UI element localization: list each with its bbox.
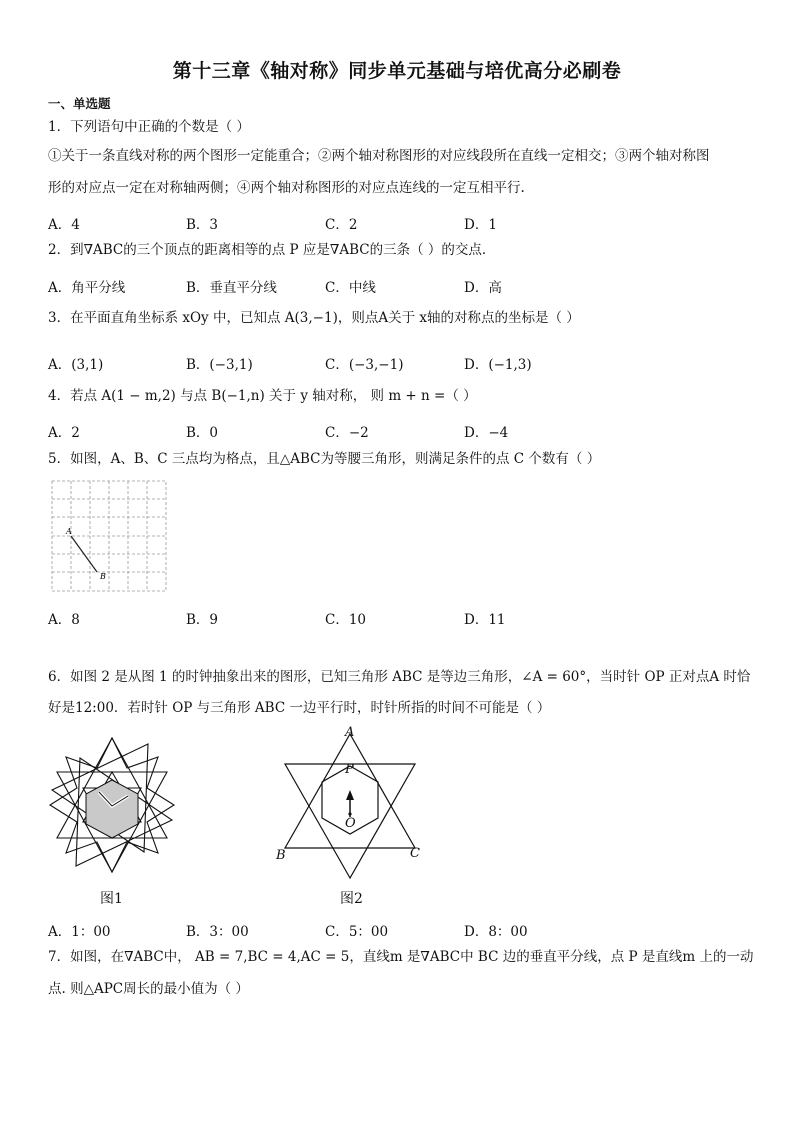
- question-7-stem: 7．如图，在∇ABC中， AB = 7,BC = 4,AC = 5，直线m 是∇ABC中 BC 边的垂直平分线，点 P 是直线m 上的一动: [48, 949, 754, 965]
- q4-option-a: A．2: [48, 425, 80, 441]
- q5-option-d: D．11: [464, 612, 506, 628]
- q3-option-c: C．(−3,−1): [325, 357, 404, 373]
- figure-2-caption: 图2: [340, 891, 363, 907]
- q2-option-a: A．角平分线: [48, 280, 126, 296]
- question-6-stem: 6．如图 2 是从图 1 的时钟抽象出来的图形，已知三角形 ABC 是等边三角形，∠A = 60°，当时针 OP 正对点A 时恰: [48, 669, 751, 685]
- q5-option-c: C．10: [325, 612, 367, 628]
- triangle-hexagon-figure: [270, 722, 430, 890]
- question-4-stem: 4．若点 A(1 − m,2) 与点 B(−1,n) 关于 y 轴对称， 则 m + n =（ ）: [48, 388, 477, 404]
- label-a: A: [345, 725, 355, 740]
- label-o: O: [345, 816, 356, 831]
- q1-option-d: D．1: [464, 217, 497, 233]
- section-heading: 一、单选题: [48, 96, 111, 111]
- label-c: C: [410, 846, 420, 861]
- q1-option-b: B．3: [186, 217, 219, 233]
- q1-option-c: C．2: [325, 217, 358, 233]
- q6-option-d: D．8：00: [464, 924, 528, 940]
- question-1-line-1: ①关于一条直线对称的两个图形一定能重合；②两个轴对称图形的对应线段所在直线一定相交；③两个轴对称图: [48, 148, 710, 164]
- q4-option-d: D．−4: [464, 425, 509, 441]
- q6-option-c: C．5：00: [325, 924, 389, 940]
- question-1-stem: 1．下列语句中正确的个数是（ ）: [48, 119, 250, 135]
- q3-option-b: B．(−3,1): [186, 357, 253, 373]
- q6-option-a: A．1：00: [48, 924, 111, 940]
- q1-option-a: A．4: [48, 217, 80, 233]
- question-2-stem: 2．到∇ABC的三个顶点的距离相等的点 P 应是∇ABC的三条（ ）的交点．: [48, 242, 496, 258]
- question-6-stem-2: 好是12:00．若时针 OP 与三角形 ABC 一边平行时，时针所指的时间不可能是（ ）: [48, 700, 551, 716]
- question-5-stem: 5．如图，A、B、C 三点均为格点，且△ABC为等腰三角形，则满足条件的点 C 个数有（ ）: [48, 451, 601, 467]
- label-p: P: [345, 762, 354, 777]
- q2-option-c: C．中线: [325, 280, 376, 296]
- q5-option-a: A．8: [48, 612, 80, 628]
- figure-1-caption: 图1: [100, 891, 123, 907]
- label-a: A: [66, 527, 72, 536]
- q4-option-c: C．−2: [325, 425, 369, 441]
- page-title: 第十三章《轴对称》同步单元基础与培优高分必刷卷: [172, 60, 622, 82]
- q3-option-a: A．(3,1): [48, 357, 104, 373]
- clock-star-figure: [44, 730, 180, 880]
- q3-option-d: D．(−1,3): [464, 357, 532, 373]
- label-b: B: [276, 848, 286, 863]
- q6-option-b: B．3：00: [186, 924, 249, 940]
- q5-option-b: B．9: [186, 612, 219, 628]
- q2-option-b: B．垂直平分线: [186, 280, 277, 296]
- grid-figure: [50, 479, 170, 595]
- question-1-line-2: 形的对应点一定在对称轴两侧；④两个轴对称图形的对应点连线的一定互相平行.: [48, 180, 525, 196]
- question-7-stem-2: 点. 则△APC周长的最小值为（ ）: [48, 981, 249, 997]
- label-b: B: [100, 572, 106, 581]
- question-3-stem: 3．在平面直角坐标系 xOy 中，已知点 A(3,−1)，则点A关于 x轴的对称点的坐标是（ ）: [48, 310, 580, 326]
- q4-option-b: B．0: [186, 425, 219, 441]
- q2-option-d: D．高: [464, 280, 502, 296]
